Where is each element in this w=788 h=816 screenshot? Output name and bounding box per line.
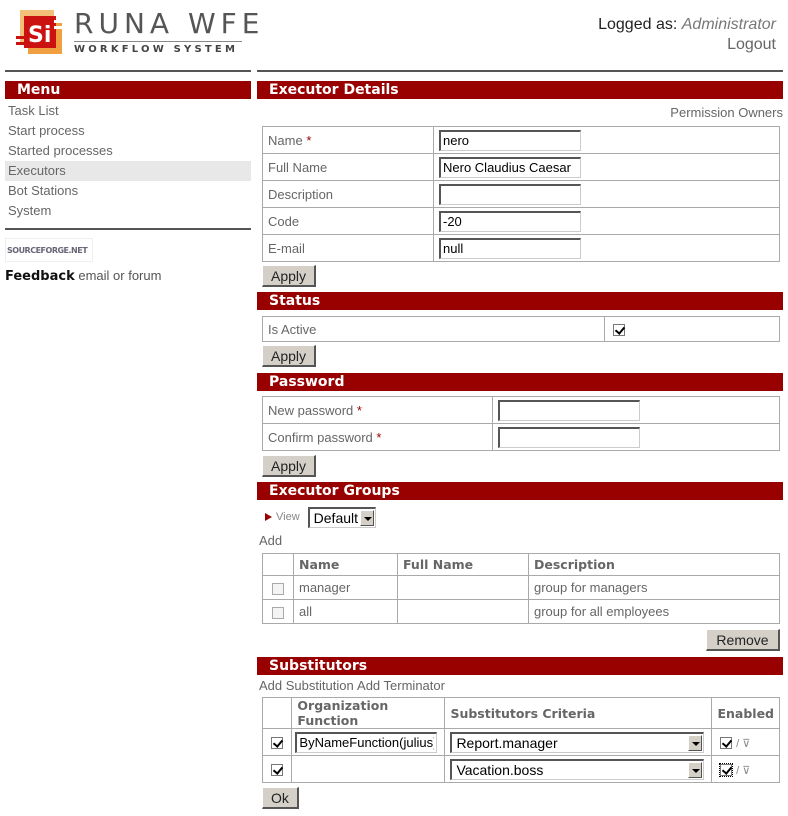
col-criteria: Substitutors Criteria: [445, 698, 712, 729]
org-function-input[interactable]: [295, 732, 437, 753]
executor-groups-title: Executor Groups: [257, 482, 783, 500]
filter-icon[interactable]: / ⊽: [736, 737, 751, 750]
apply-status-button[interactable]: Apply: [262, 345, 316, 367]
logo-title: RUNA WFE: [74, 7, 265, 40]
form-row-full-name: [263, 154, 780, 181]
table-row: [263, 576, 780, 600]
col-name[interactable]: Name: [294, 554, 398, 576]
ok-button[interactable]: Ok: [262, 787, 299, 809]
executor-details-title: Executor Details: [257, 81, 783, 99]
full-name-label: Full Name: [263, 154, 434, 181]
view-label[interactable]: View: [276, 511, 300, 523]
table-row: [263, 729, 780, 756]
logout-link[interactable]: Logout: [727, 36, 776, 53]
logo-subtitle: WORKFLOW SYSTEM: [74, 44, 239, 55]
sidebar-divider: [5, 228, 251, 230]
form-row-confirm-password: [263, 424, 780, 451]
executor-details-form: [262, 126, 780, 262]
menu-item-system[interactable]: System: [8, 203, 52, 218]
new-password-label: New password: [268, 402, 354, 418]
view-selected-value: Default: [313, 509, 359, 526]
header-divider-right: [257, 70, 783, 72]
substitutor-actions: [259, 678, 783, 694]
sourceforge-badge[interactable]: SOURCEFORGE.NET: [5, 238, 93, 262]
password-form: [262, 396, 780, 451]
form-row-name: [263, 127, 780, 154]
groups-table-header: [263, 554, 780, 576]
login-info: [598, 15, 776, 55]
form-row-description: [263, 181, 780, 208]
svg-text:Si: Si: [28, 23, 52, 48]
feedback-line: [5, 268, 251, 284]
status-form: [262, 316, 780, 342]
form-row-new-password: [263, 397, 780, 424]
groups-table: [262, 553, 780, 624]
row-checkbox[interactable]: [272, 583, 284, 595]
group-name[interactable]: manager: [294, 576, 398, 600]
menu-item-start-process[interactable]: Start process: [8, 123, 85, 138]
criteria-select[interactable]: [450, 732, 704, 753]
header-divider-left: [5, 70, 251, 72]
full-name-input[interactable]: [439, 157, 581, 178]
col-full-name[interactable]: Full Name: [398, 554, 529, 576]
expand-triangle-icon[interactable]: [265, 513, 272, 521]
view-select[interactable]: [308, 507, 376, 528]
substitutors-table: [262, 697, 780, 783]
feedback-label: Feedback: [5, 269, 75, 284]
view-selector-row: [265, 506, 783, 528]
runa-logo-icon: [16, 8, 64, 56]
org-function-value: [292, 756, 445, 783]
add-terminator-link[interactable]: Add Terminator: [357, 678, 445, 693]
confirm-password-input[interactable]: [498, 427, 640, 448]
feedback-links[interactable]: email or forum: [78, 268, 162, 283]
permission-owners-link[interactable]: Permission Owners: [670, 105, 783, 120]
description-label: Description: [263, 181, 434, 208]
menu-item-started-processes[interactable]: Started processes: [8, 143, 113, 158]
apply-details-button[interactable]: Apply: [262, 265, 316, 287]
required-marker: *: [376, 429, 382, 445]
chevron-down-icon[interactable]: [688, 735, 702, 751]
name-label: Name: [268, 132, 303, 148]
add-substitution-link[interactable]: Add Substitution: [259, 678, 354, 693]
menu-list: [5, 101, 251, 221]
enabled-checkbox[interactable]: [720, 764, 732, 776]
sidebar: [5, 81, 251, 284]
criteria-value: Report.manager: [456, 734, 558, 751]
add-group-link[interactable]: Add: [259, 533, 283, 548]
row-checkbox[interactable]: [271, 764, 283, 776]
criteria-select[interactable]: [450, 759, 704, 780]
criteria-value: Vacation.boss: [456, 761, 544, 778]
chevron-down-icon[interactable]: [688, 762, 702, 778]
menu-item-task-list[interactable]: Task List: [8, 103, 59, 118]
col-org-function: Organization Function: [292, 698, 445, 729]
code-label: Code: [263, 208, 434, 235]
app-logo: [16, 7, 265, 58]
current-user: Administrator: [681, 16, 776, 33]
filter-icon[interactable]: / ⊽: [736, 764, 751, 777]
required-marker: *: [306, 132, 312, 148]
row-checkbox[interactable]: [271, 737, 283, 749]
email-label: E-mail: [263, 235, 434, 262]
required-marker: *: [356, 402, 362, 418]
confirm-password-label: Confirm password: [268, 429, 373, 445]
menu-title: Menu: [5, 81, 251, 99]
table-row: [263, 600, 780, 624]
col-enabled: Enabled: [712, 698, 780, 729]
form-row-code: [263, 208, 780, 235]
password-title: Password: [257, 373, 783, 391]
chevron-down-icon[interactable]: [360, 510, 374, 526]
table-row: [263, 756, 780, 783]
enabled-checkbox[interactable]: [720, 737, 732, 749]
main-content: [257, 81, 783, 809]
group-description: group for all employees: [529, 600, 780, 624]
logged-as-label: Logged as:: [598, 16, 678, 33]
apply-password-button[interactable]: Apply: [262, 455, 316, 477]
col-description[interactable]: Description: [529, 554, 780, 576]
is-active-label: Is Active: [263, 317, 605, 342]
is-active-checkbox[interactable]: [613, 324, 625, 336]
code-input[interactable]: [439, 211, 581, 232]
group-full-name: [398, 576, 529, 600]
group-description: group for managers: [529, 576, 780, 600]
substitutors-title: Substitutors: [257, 657, 783, 675]
new-password-input[interactable]: [498, 400, 640, 421]
status-title: Status: [257, 292, 783, 310]
group-full-name: [398, 600, 529, 624]
row-checkbox[interactable]: [272, 607, 284, 619]
email-input[interactable]: [439, 238, 581, 259]
group-name[interactable]: all: [294, 600, 398, 624]
form-row-email: [263, 235, 780, 262]
description-input[interactable]: [439, 184, 581, 205]
logo-divider: [74, 41, 242, 42]
substitutors-table-header: [263, 698, 780, 729]
menu-item-bot-stations[interactable]: Bot Stations: [8, 183, 79, 198]
form-row-is-active: [263, 317, 780, 342]
menu-item-executors[interactable]: Executors: [5, 161, 251, 181]
remove-groups-button[interactable]: Remove: [706, 629, 780, 651]
name-input[interactable]: [439, 130, 581, 151]
